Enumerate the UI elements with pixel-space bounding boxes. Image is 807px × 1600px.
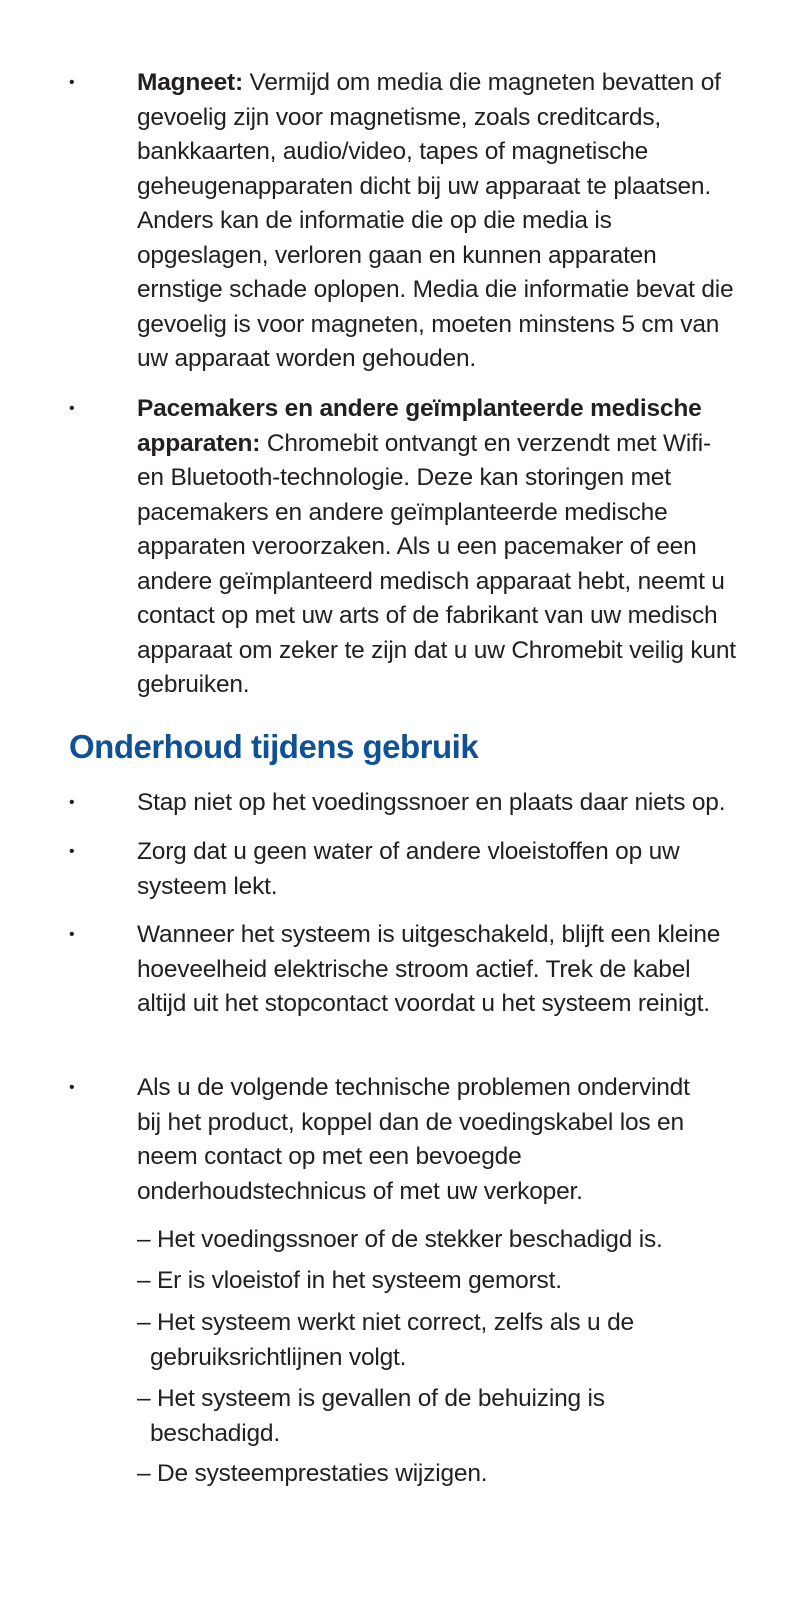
item-lead: Pacemakers en andere geïmplanteerde medische apparaten: bbox=[137, 395, 702, 457]
bullet-icon: • bbox=[69, 1079, 75, 1096]
problem-item: – Het systeem werkt niet correct, zelfs als u de gebruiksrichtlijnen volgt. bbox=[137, 1309, 634, 1371]
item-lead: Magneet: bbox=[137, 69, 243, 96]
maintenance-item bbox=[69, 786, 737, 821]
bullet-icon: • bbox=[69, 794, 75, 811]
item-text: Als u de volgende technische problemen ondervindt bij het product, koppel dan de voedingskabel los en neem contact op met een bevoegde onderhoudstechnicus of met uw verkoper. bbox=[137, 1074, 690, 1205]
item-text: Stap niet op het voedingssnoer en plaats daar niets op. bbox=[137, 789, 726, 816]
item-text: Chromebit ontvangt en verzendt met Wifi- en Bluetooth-technologie. Deze kan storingen met pacemakers en andere geïmplanteerde medische apparaten veroorzaken. Als u een pacemaker of een andere geïmplanteerd medisch apparaat hebt, neemt u contact op met uw arts of de fabrikant van uw medisch apparaat om zeker te zijn dat u uw Chromebit veilig kunt gebruiken. bbox=[137, 429, 736, 698]
item-text: Vermijd om media die magneten bevatten of gevoelig zijn voor magnetisme, zoals creditcards, bankkaarten, audio/video, tapes of magnetische geheugenapparaten dicht bij uw apparaat te plaatsen. Anders kan de informatie die op die media is opgeslagen, verloren gaan en kunnen apparaten ernstige schade oplopen. Media die informatie bevat die gevoelig is voor magneten, moeten minstens 5 cm van uw apparaat worden gehouden. bbox=[137, 69, 734, 372]
bullet-icon: • bbox=[69, 400, 75, 417]
problem-item: – Er is vloeistof in het systeem gemorst. bbox=[137, 1267, 562, 1294]
maintenance-item bbox=[69, 835, 737, 904]
bullet-icon: • bbox=[69, 74, 75, 91]
problem-item: – De systeemprestaties wijzigen. bbox=[137, 1460, 488, 1487]
problem-item: – Het systeem is gevallen of de behuizing is beschadigd. bbox=[137, 1385, 605, 1447]
bullet-icon: • bbox=[69, 926, 75, 943]
safety-item-magnet bbox=[69, 66, 737, 377]
problem-item: – Het voedingssnoer of de stekker beschadigd is. bbox=[137, 1226, 663, 1253]
section-heading: Onderhoud tijdens gebruik bbox=[69, 728, 479, 765]
bullet-icon: • bbox=[69, 843, 75, 860]
item-text: Wanneer het systeem is uitgeschakeld, blijft een kleine hoeveelheid elektrische stroom actief. Trek de kabel altijd uit het stopcontact voordat u het systeem reinigt. bbox=[137, 921, 721, 1017]
safety-item-pacemakers bbox=[69, 392, 737, 703]
item-text: Zorg dat u geen water of andere vloeistoffen op uw systeem lekt. bbox=[137, 838, 680, 900]
maintenance-item bbox=[69, 918, 737, 1022]
maintenance-item bbox=[69, 1071, 697, 1209]
